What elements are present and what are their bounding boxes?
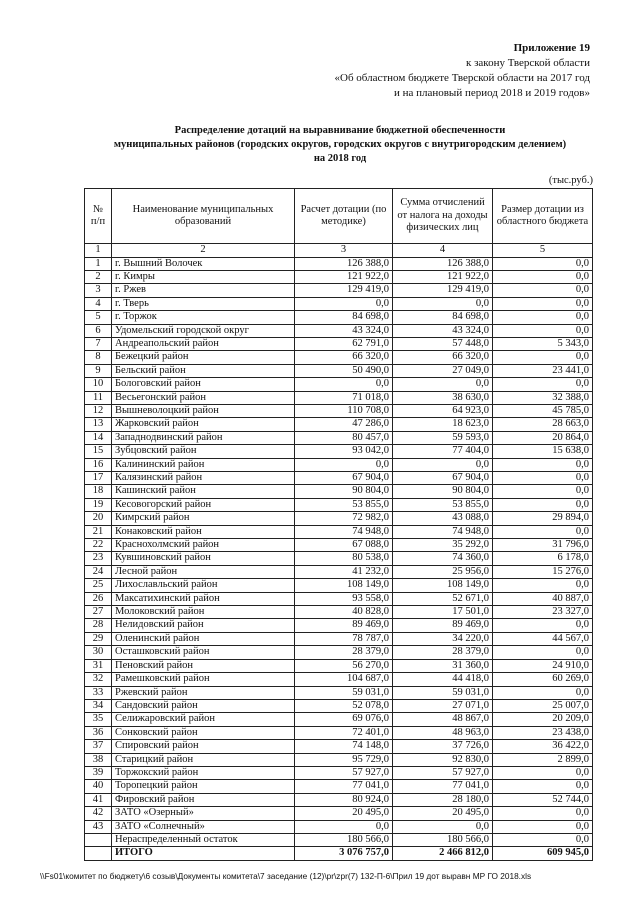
row-name: Старицкий район: [112, 753, 295, 766]
row-calc: 69 076,0: [295, 713, 393, 726]
table-row: [85, 324, 593, 337]
table-row: [85, 646, 593, 659]
col-header-num: № п/п: [85, 189, 112, 244]
row-grant: 0,0: [493, 458, 593, 471]
row-name: Селижаровский район: [112, 713, 295, 726]
row-tax: 35 292,0: [393, 539, 493, 552]
table-row: [85, 699, 593, 712]
row-number: 10: [85, 378, 112, 391]
table-row: [85, 284, 593, 297]
total-grant: 609 945,0: [493, 847, 593, 860]
table-body: [85, 257, 593, 847]
row-number: [85, 833, 112, 846]
row-number: 37: [85, 740, 112, 753]
row-name: Кашинский район: [112, 485, 295, 498]
col-header-tax: Сумма отчислений от налога на доходы физических лиц: [393, 189, 493, 244]
row-grant: 0,0: [493, 472, 593, 485]
row-number: 32: [85, 673, 112, 686]
row-tax: 28 379,0: [393, 646, 493, 659]
row-number: 8: [85, 351, 112, 364]
row-calc: 71 018,0: [295, 391, 393, 404]
col-header-name: Наименование муниципальных образований: [112, 189, 295, 244]
row-name: Удомельский городской округ: [112, 324, 295, 337]
row-grant: 24 910,0: [493, 659, 593, 672]
table-row: [85, 552, 593, 565]
row-number: 23: [85, 552, 112, 565]
row-calc: 121 922,0: [295, 270, 393, 283]
row-grant: 0,0: [493, 619, 593, 632]
row-tax: 90 804,0: [393, 485, 493, 498]
row-name: Калининский район: [112, 458, 295, 471]
row-name: Сонковский район: [112, 726, 295, 739]
row-tax: 27 071,0: [393, 699, 493, 712]
row-number: 39: [85, 766, 112, 779]
row-grant: 60 269,0: [493, 673, 593, 686]
row-calc: 84 698,0: [295, 311, 393, 324]
row-calc: 56 270,0: [295, 659, 393, 672]
table-row: [85, 619, 593, 632]
row-tax: 0,0: [393, 297, 493, 310]
row-name: Вышневолоцкий район: [112, 404, 295, 417]
table-row: [85, 297, 593, 310]
row-tax: 48 867,0: [393, 713, 493, 726]
row-calc: 0,0: [295, 297, 393, 310]
row-name: Калязинский район: [112, 472, 295, 485]
row-number: 22: [85, 539, 112, 552]
table-row: [85, 579, 593, 592]
row-grant: 0,0: [493, 270, 593, 283]
row-name: Бологовский район: [112, 378, 295, 391]
row-grant: 2 899,0: [493, 753, 593, 766]
row-calc: 40 828,0: [295, 606, 393, 619]
total-calc: 3 076 757,0: [295, 847, 393, 860]
row-tax: 18 623,0: [393, 418, 493, 431]
col-number: 2: [112, 244, 295, 258]
row-grant: 23 438,0: [493, 726, 593, 739]
row-calc: 67 088,0: [295, 539, 393, 552]
table-row: [85, 418, 593, 431]
row-calc: 80 924,0: [295, 793, 393, 806]
row-name: г. Кимры: [112, 270, 295, 283]
file-path-footer: \\Fs01\комитет по бюджету\6 созыв\Документы комитета\7 заседание (12)\pr\zpr(7) 132-П-6\Прил 19 дот выравн МР ГО 2018.xls: [40, 871, 532, 881]
row-calc: 43 324,0: [295, 324, 393, 337]
total-row: [85, 847, 593, 860]
row-tax: 0,0: [393, 378, 493, 391]
row-calc: 20 495,0: [295, 807, 393, 820]
row-calc: 129 419,0: [295, 284, 393, 297]
row-calc: 59 031,0: [295, 686, 393, 699]
appendix-title: Приложение 19: [513, 42, 590, 54]
row-tax: 59 593,0: [393, 431, 493, 444]
row-grant: 15 276,0: [493, 565, 593, 578]
row-tax: 31 360,0: [393, 659, 493, 672]
row-name: Лесной район: [112, 565, 295, 578]
row-tax: 52 671,0: [393, 592, 493, 605]
row-number: 3: [85, 284, 112, 297]
table-row: [85, 337, 593, 350]
row-calc: 72 401,0: [295, 726, 393, 739]
row-number: 25: [85, 579, 112, 592]
row-calc: 93 042,0: [295, 445, 393, 458]
table-row: [85, 525, 593, 538]
row-name: Западнодвинский район: [112, 431, 295, 444]
row-grant: 45 785,0: [493, 404, 593, 417]
row-number: 19: [85, 498, 112, 511]
col-number: 3: [295, 244, 393, 258]
row-calc: 90 804,0: [295, 485, 393, 498]
row-tax: 77 404,0: [393, 445, 493, 458]
row-number: 17: [85, 472, 112, 485]
row-calc: 67 904,0: [295, 472, 393, 485]
table-row: [85, 606, 593, 619]
table-row: [85, 485, 593, 498]
row-tax: 108 149,0: [393, 579, 493, 592]
row-grant: 44 567,0: [493, 632, 593, 645]
row-tax: 74 948,0: [393, 525, 493, 538]
row-name: Лихославльский район: [112, 579, 295, 592]
row-tax: 34 220,0: [393, 632, 493, 645]
row-name: Рамешковский район: [112, 673, 295, 686]
row-number: 29: [85, 632, 112, 645]
row-number: 16: [85, 458, 112, 471]
row-number: 28: [85, 619, 112, 632]
row-calc: 80 538,0: [295, 552, 393, 565]
row-name: Бельский район: [112, 364, 295, 377]
row-tax: 180 566,0: [393, 833, 493, 846]
row-number: 12: [85, 404, 112, 417]
row-grant: 0,0: [493, 686, 593, 699]
table-row: [85, 539, 593, 552]
row-name: Кувшиновский район: [112, 552, 295, 565]
table-row: [85, 780, 593, 793]
row-number: 38: [85, 753, 112, 766]
table-row: [85, 351, 593, 364]
row-grant: 23 441,0: [493, 364, 593, 377]
row-tax: 57 927,0: [393, 766, 493, 779]
row-calc: 28 379,0: [295, 646, 393, 659]
row-grant: 6 178,0: [493, 552, 593, 565]
row-tax: 43 324,0: [393, 324, 493, 337]
row-tax: 25 956,0: [393, 565, 493, 578]
row-number: 33: [85, 686, 112, 699]
row-grant: 0,0: [493, 525, 593, 538]
row-calc: 78 787,0: [295, 632, 393, 645]
row-tax: 0,0: [393, 820, 493, 833]
row-calc: 0,0: [295, 458, 393, 471]
row-grant: 0,0: [493, 297, 593, 310]
row-tax: 129 419,0: [393, 284, 493, 297]
row-number: 27: [85, 606, 112, 619]
row-number: 5: [85, 311, 112, 324]
row-number: 2: [85, 270, 112, 283]
appendix-header: [335, 41, 591, 101]
table-row: [85, 565, 593, 578]
row-tax: 67 904,0: [393, 472, 493, 485]
row-name: Торопецкий район: [112, 780, 295, 793]
row-number: 4: [85, 297, 112, 310]
row-calc: 95 729,0: [295, 753, 393, 766]
row-calc: 57 927,0: [295, 766, 393, 779]
row-name: Кимрский район: [112, 512, 295, 525]
document-title: [80, 124, 600, 166]
row-calc: 104 687,0: [295, 673, 393, 686]
row-calc: 93 558,0: [295, 592, 393, 605]
row-tax: 64 923,0: [393, 404, 493, 417]
row-grant: 0,0: [493, 780, 593, 793]
row-calc: 74 148,0: [295, 740, 393, 753]
row-tax: 48 963,0: [393, 726, 493, 739]
row-grant: 20 864,0: [493, 431, 593, 444]
row-number: 6: [85, 324, 112, 337]
row-calc: 110 708,0: [295, 404, 393, 417]
row-grant: 0,0: [493, 807, 593, 820]
row-tax: 66 320,0: [393, 351, 493, 364]
row-grant: 40 887,0: [493, 592, 593, 605]
row-name: Краснохолмский район: [112, 539, 295, 552]
row-name: Андреапольский район: [112, 337, 295, 350]
row-grant: 36 422,0: [493, 740, 593, 753]
row-tax: 77 041,0: [393, 780, 493, 793]
table-row: [85, 713, 593, 726]
row-grant: 52 744,0: [493, 793, 593, 806]
row-number: 9: [85, 364, 112, 377]
row-number: 21: [85, 525, 112, 538]
row-name: Оленинский район: [112, 632, 295, 645]
row-name: Кесовогорский район: [112, 498, 295, 511]
title-line-1: Распределение дотаций на выравнивание бюджетной обеспеченности: [174, 125, 506, 136]
row-grant: 31 796,0: [493, 539, 593, 552]
row-calc: 0,0: [295, 378, 393, 391]
table-row: [85, 686, 593, 699]
table-row: [85, 311, 593, 324]
row-name: Молоковский район: [112, 606, 295, 619]
row-tax: 43 088,0: [393, 512, 493, 525]
row-number: 24: [85, 565, 112, 578]
row-tax: 53 855,0: [393, 498, 493, 511]
row-name: ЗАТО «Солнечный»: [112, 820, 295, 833]
table-row: [85, 472, 593, 485]
table-row: [85, 659, 593, 672]
total-num: [85, 847, 112, 860]
row-grant: 0,0: [493, 311, 593, 324]
table-row: [85, 378, 593, 391]
row-grant: 0,0: [493, 646, 593, 659]
row-calc: 180 566,0: [295, 833, 393, 846]
row-tax: 84 698,0: [393, 311, 493, 324]
row-grant: 0,0: [493, 820, 593, 833]
row-name: Максатихинский район: [112, 592, 295, 605]
distribution-table: [84, 188, 593, 861]
row-name: г. Торжок: [112, 311, 295, 324]
title-line-2: муниципальных районов (городских округов, городских округов с внутригородским делением): [113, 139, 567, 150]
row-tax: 59 031,0: [393, 686, 493, 699]
total-tax: 2 466 812,0: [393, 847, 493, 860]
appendix-line-3: и на плановый период 2018 и 2019 годов»: [393, 87, 590, 99]
row-calc: 52 078,0: [295, 699, 393, 712]
units-label: (тыс.руб.): [548, 175, 593, 186]
appendix-line-1: к закону Тверской области: [465, 57, 590, 69]
row-name: Зубцовский район: [112, 445, 295, 458]
row-number: 11: [85, 391, 112, 404]
row-calc: 74 948,0: [295, 525, 393, 538]
table-row: [85, 592, 593, 605]
row-grant: 0,0: [493, 833, 593, 846]
row-name: Нелидовский район: [112, 619, 295, 632]
col-number: 4: [393, 244, 493, 258]
row-name: Спировский район: [112, 740, 295, 753]
table-row: [85, 512, 593, 525]
row-name: г. Вышний Волочек: [112, 257, 295, 270]
row-calc: 89 469,0: [295, 619, 393, 632]
row-name: Жарковский район: [112, 418, 295, 431]
row-number: 40: [85, 780, 112, 793]
row-calc: 0,0: [295, 820, 393, 833]
row-tax: 37 726,0: [393, 740, 493, 753]
row-number: 31: [85, 659, 112, 672]
table-row: [85, 820, 593, 833]
row-grant: 25 007,0: [493, 699, 593, 712]
row-name: Конаковский район: [112, 525, 295, 538]
row-name: Сандовский район: [112, 699, 295, 712]
row-number: 20: [85, 512, 112, 525]
row-grant: 29 894,0: [493, 512, 593, 525]
table-header-row: [85, 189, 593, 244]
table-row: [85, 766, 593, 779]
row-number: 13: [85, 418, 112, 431]
row-name: Пеновский район: [112, 659, 295, 672]
row-number: 43: [85, 820, 112, 833]
col-number: 5: [493, 244, 593, 258]
row-tax: 89 469,0: [393, 619, 493, 632]
row-tax: 27 049,0: [393, 364, 493, 377]
row-name: ЗАТО «Озерный»: [112, 807, 295, 820]
table-row: [85, 431, 593, 444]
row-tax: 121 922,0: [393, 270, 493, 283]
row-grant: 15 638,0: [493, 445, 593, 458]
row-tax: 0,0: [393, 458, 493, 471]
row-number: 36: [85, 726, 112, 739]
row-name: Весьегонский район: [112, 391, 295, 404]
table-row: [85, 632, 593, 645]
row-name: Торжокский район: [112, 766, 295, 779]
row-tax: 126 388,0: [393, 257, 493, 270]
row-grant: 5 343,0: [493, 337, 593, 350]
row-name: г. Ржев: [112, 284, 295, 297]
row-grant: 0,0: [493, 351, 593, 364]
total-label: ИТОГО: [112, 847, 295, 860]
table-row: [85, 740, 593, 753]
row-name: Фировский район: [112, 793, 295, 806]
table-row: [85, 257, 593, 270]
row-tax: 20 495,0: [393, 807, 493, 820]
row-tax: 74 360,0: [393, 552, 493, 565]
row-grant: 0,0: [493, 257, 593, 270]
row-name: Бежецкий район: [112, 351, 295, 364]
row-number: 42: [85, 807, 112, 820]
row-calc: 50 490,0: [295, 364, 393, 377]
row-number: 1: [85, 257, 112, 270]
row-grant: 0,0: [493, 498, 593, 511]
row-tax: 38 630,0: [393, 391, 493, 404]
row-calc: 62 791,0: [295, 337, 393, 350]
row-grant: 0,0: [493, 324, 593, 337]
table-row: [85, 364, 593, 377]
row-grant: 0,0: [493, 485, 593, 498]
row-calc: 80 457,0: [295, 431, 393, 444]
row-number: 41: [85, 793, 112, 806]
row-number: 30: [85, 646, 112, 659]
row-tax: 44 418,0: [393, 673, 493, 686]
title-line-3: на 2018 год: [313, 153, 367, 164]
row-number: 7: [85, 337, 112, 350]
appendix-line-2: «Об областном бюджете Тверской области на 2017 год: [334, 72, 590, 84]
column-number-row: [85, 244, 593, 258]
row-grant: 20 209,0: [493, 713, 593, 726]
row-tax: 17 501,0: [393, 606, 493, 619]
row-number: 18: [85, 485, 112, 498]
row-calc: 41 232,0: [295, 565, 393, 578]
col-number: 1: [85, 244, 112, 258]
table-row: [85, 270, 593, 283]
row-calc: 53 855,0: [295, 498, 393, 511]
row-grant: 0,0: [493, 284, 593, 297]
row-name: Осташковский район: [112, 646, 295, 659]
table-row: [85, 391, 593, 404]
row-calc: 77 041,0: [295, 780, 393, 793]
row-calc: 126 388,0: [295, 257, 393, 270]
table-row: [85, 498, 593, 511]
row-number: 14: [85, 431, 112, 444]
table-row: [85, 807, 593, 820]
row-calc: 108 149,0: [295, 579, 393, 592]
row-number: 26: [85, 592, 112, 605]
row-grant: 0,0: [493, 766, 593, 779]
row-name: Нераспределенный остаток: [112, 833, 295, 846]
table-row: [85, 793, 593, 806]
row-name: г. Тверь: [112, 297, 295, 310]
row-grant: 0,0: [493, 378, 593, 391]
table-row: [85, 833, 593, 846]
col-header-grant: Размер дотации из областного бюджета: [493, 189, 593, 244]
row-tax: 92 830,0: [393, 753, 493, 766]
table-row: [85, 673, 593, 686]
row-tax: 28 180,0: [393, 793, 493, 806]
row-calc: 66 320,0: [295, 351, 393, 364]
row-number: 34: [85, 699, 112, 712]
row-name: Ржевский район: [112, 686, 295, 699]
col-header-calc: Расчет дотации (по методике): [295, 189, 393, 244]
row-grant: 0,0: [493, 579, 593, 592]
row-grant: 23 327,0: [493, 606, 593, 619]
row-number: 35: [85, 713, 112, 726]
row-number: 15: [85, 445, 112, 458]
row-calc: 47 286,0: [295, 418, 393, 431]
table-row: [85, 458, 593, 471]
table-row: [85, 726, 593, 739]
row-tax: 57 448,0: [393, 337, 493, 350]
row-grant: 32 388,0: [493, 391, 593, 404]
table-row: [85, 445, 593, 458]
row-calc: 72 982,0: [295, 512, 393, 525]
row-grant: 28 663,0: [493, 418, 593, 431]
table-row: [85, 753, 593, 766]
table-row: [85, 404, 593, 417]
